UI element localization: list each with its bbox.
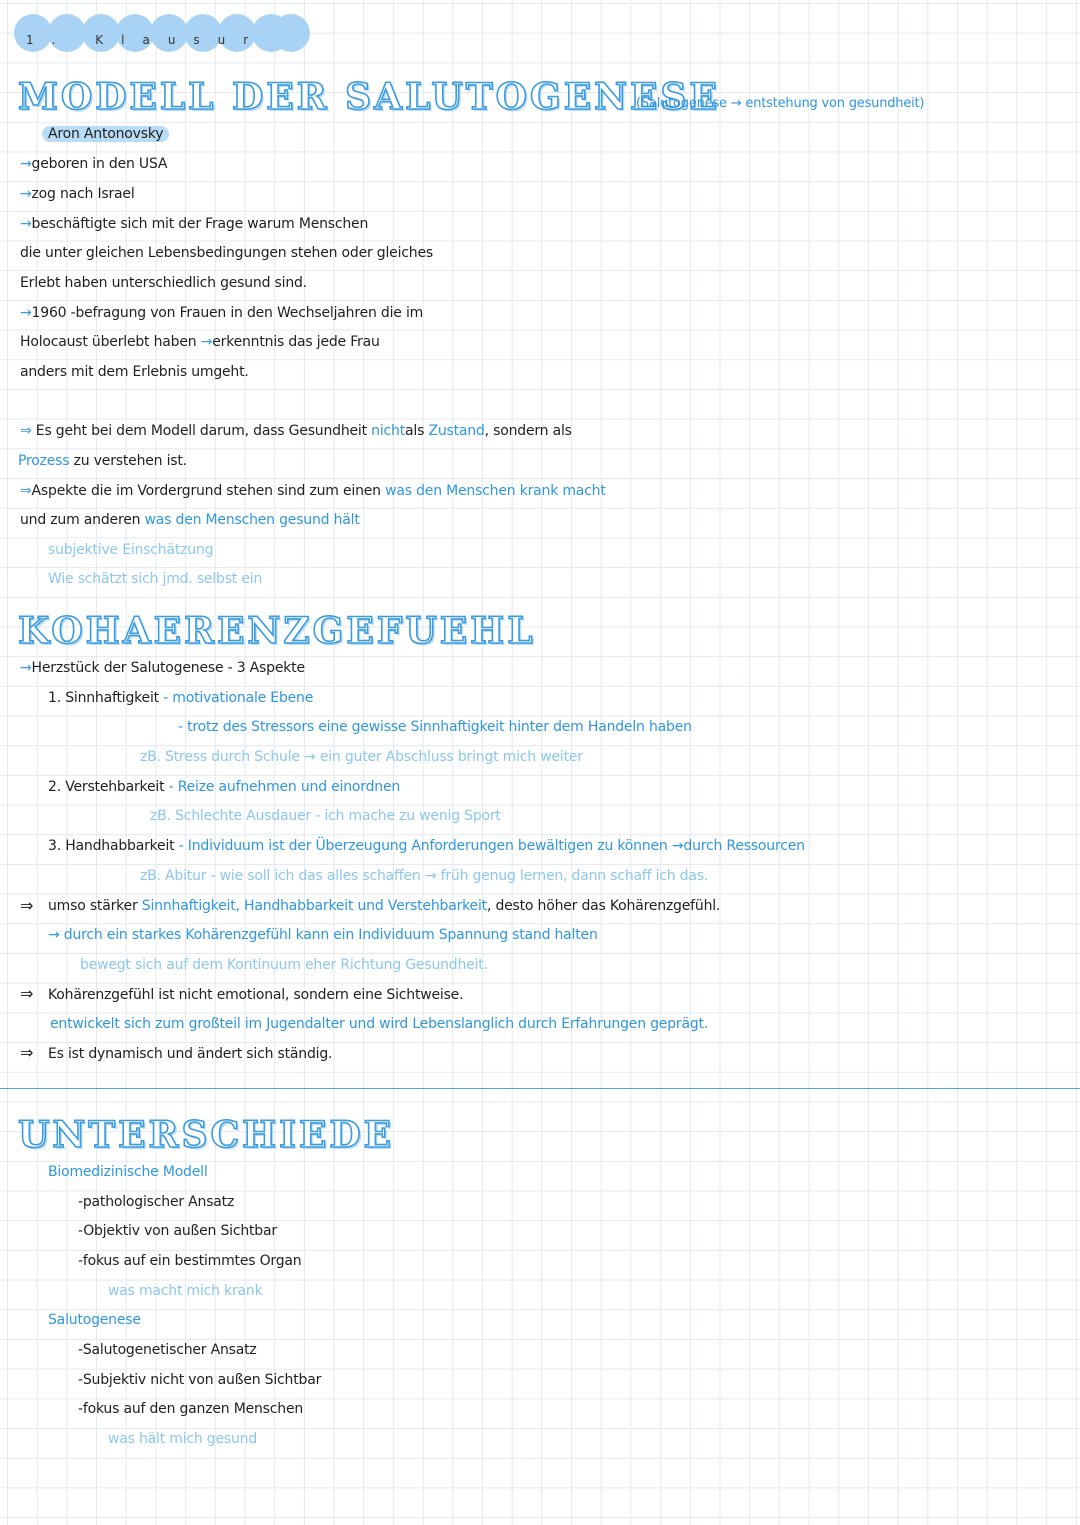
aspect-2: 2. Verstehbarkeit - Reize aufnehmen und einordnen [48, 779, 401, 795]
text-line: Erlebt haben unterschiedlich gesund sind. [20, 275, 307, 291]
text-line: anders mit dem Erlebnis umgeht. [20, 364, 249, 380]
header-label: 1. Klausur [26, 33, 267, 47]
text-line: Holocaust überlebt haben →erkenntnis das jede Frau [20, 334, 380, 350]
list-item: -Salutogenetischer Ansatz [78, 1342, 257, 1358]
conclusion-faded: bewegt sich auf dem Kontinuum eher Richtung Gesundheit. [80, 957, 488, 973]
paragraph-line: ⇒ Es geht bei dem Modell darum, dass Gesundheit nichtals Zustand, sondern als [20, 423, 572, 439]
aspect-2-example: zB. Schlechte Ausdauer - ich mache zu wenig Sport [150, 808, 501, 824]
aspect-1-example: zB. Stress durch Schule → ein guter Abschluss bringt mich weiter [140, 749, 583, 765]
model-label-biomedical: Biomedizinische Modell [48, 1164, 208, 1180]
section-subtitle: (Salutogenese → entstehung von gesundheit) [636, 96, 925, 111]
author-name: Aron Antonovsky [42, 126, 169, 142]
conclusion-detail: entwickelt sich zum großteil im Jugendalter und wird Lebenslanglich durch Erfahrungen geprägt. [50, 1016, 709, 1032]
faded-note: was macht mich krank [108, 1283, 263, 1299]
list-item: →1960 -befragung von Frauen in den Wechseljahren die im [20, 305, 424, 321]
conclusion-line: umso stärker Sinnhaftigkeit, Handhabbarkeit und Verstehbarkeit, desto höher das Kohärenzgefühl. [48, 898, 721, 914]
list-item: -Objektiv von außen Sichtbar [78, 1223, 277, 1239]
list-item: →beschäftigte sich mit der Frage warum Menschen [20, 216, 369, 232]
implies-icon: ⇒ [20, 984, 34, 1003]
section-title-kohaerenz: KOHAERENZGEFUEHL [18, 610, 536, 652]
list-item: →geboren in den USA [20, 156, 168, 172]
conclusion-line: Es ist dynamisch und ändert sich ständig. [48, 1046, 333, 1062]
paragraph-line: und zum anderen was den Menschen gesund hält [20, 512, 360, 528]
aspect-3: 3. Handhabbarkeit - Individuum ist der Überzeugung Anforderungen bewältigen zu können →durch Ressourcen [48, 838, 805, 854]
list-item: -fokus auf ein bestimmtes Organ [78, 1253, 302, 1269]
section-intro: →Herzstück der Salutogenese - 3 Aspekte [20, 660, 305, 676]
list-item: -pathologischer Ansatz [78, 1194, 235, 1210]
section-title-unterschiede: UNTERSCHIEDE [18, 1114, 395, 1156]
conclusion-line: Kohärenzgefühl ist nicht emotional, sondern eine Sichtweise. [48, 987, 464, 1003]
faded-note: Wie schätzt sich jmd. selbst ein [48, 571, 263, 587]
paragraph-line: Prozess zu verstehen ist. [18, 453, 187, 469]
paragraph-line: ⇒Aspekte die im Vordergrund stehen sind zum einen was den Menschen krank macht [20, 483, 606, 499]
section-divider [0, 1088, 1080, 1089]
implies-icon: ⇒ [20, 1043, 34, 1062]
aspect-1: 1. Sinnhaftigkeit - motivationale Ebene [48, 690, 314, 706]
bubble [272, 14, 310, 52]
faded-note: was hält mich gesund [108, 1431, 258, 1447]
conclusion-detail: → durch ein starkes Kohärenzgefühl kann ein Individuum Spannung stand halten [48, 927, 598, 943]
model-label-salutogenese: Salutogenese [48, 1312, 141, 1328]
list-item: -Subjektiv nicht von außen Sichtbar [78, 1372, 322, 1388]
aspect-3-example: zB. Abitur - wie soll ich das alles schaffen → früh genug lernen, dann schaff ich das. [140, 868, 709, 884]
aspect-1-detail: - trotz des Stressors eine gewisse Sinnhaftigkeit hinter dem Handeln haben [178, 719, 692, 735]
list-item: →zog nach Israel [20, 186, 135, 202]
text-line: die unter gleichen Lebensbedingungen stehen oder gleiches [20, 245, 433, 261]
list-item: -fokus auf den ganzen Menschen [78, 1401, 304, 1417]
faded-note: subjektive Einschätzung [48, 542, 214, 558]
section-title-salutogenese: MODELL DER SALUTOGENESE [18, 76, 720, 118]
implies-icon: ⇒ [20, 896, 34, 915]
